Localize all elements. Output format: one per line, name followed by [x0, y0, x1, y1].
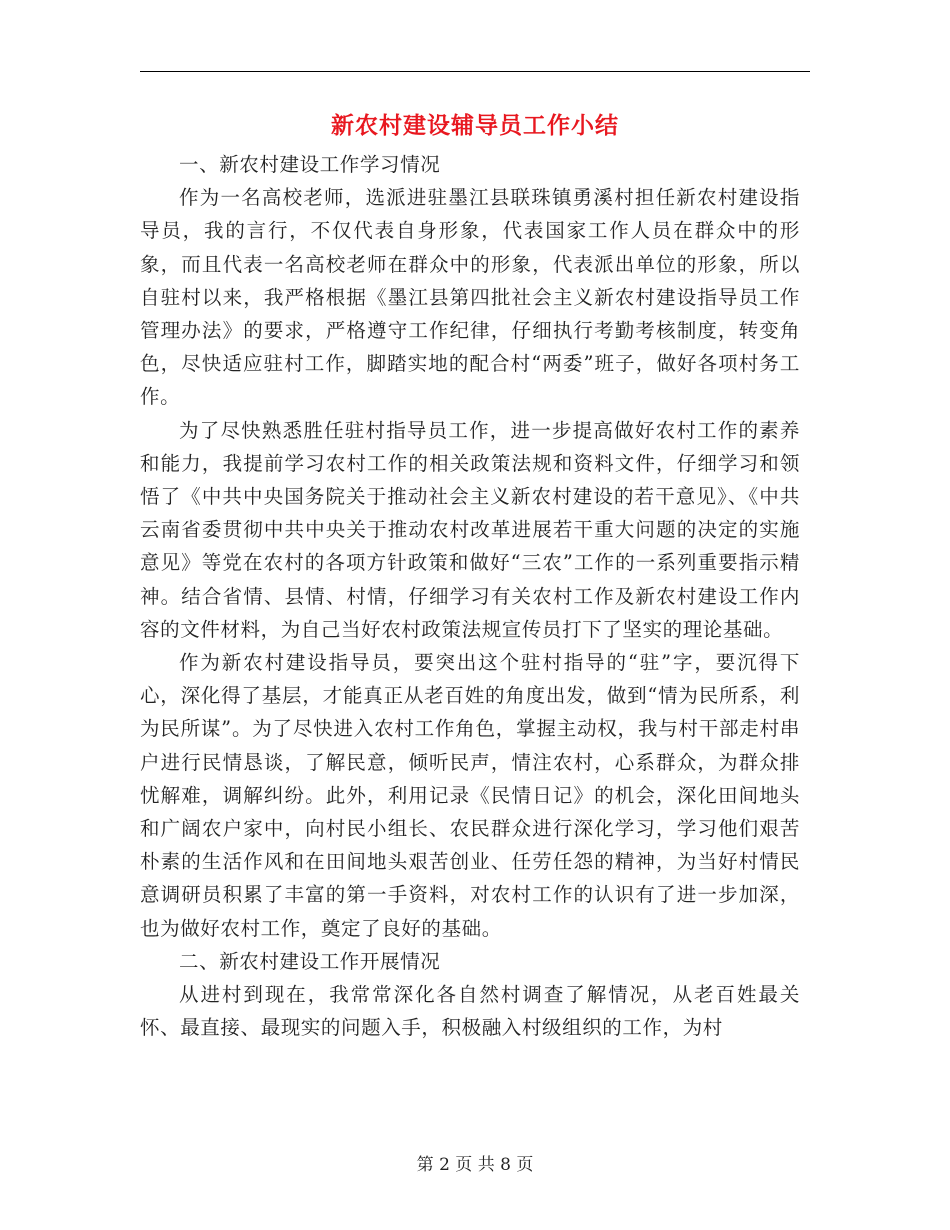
paragraph: 从进村到现在，我常常深化各自然村调查了解情况，从老百姓最关怀、最直接、最现实的问题入手，积极融入村级组织的工作，为村	[140, 983, 800, 1040]
section-heading-1: 一、新农村建设工作学习情况	[179, 153, 441, 176]
document-title: 新农村建设辅导员工作小结	[331, 112, 619, 139]
page-footer	[0, 1153, 950, 1177]
paragraph: 作为新农村建设指导员，要突出这个驻村指导的“驻”字，要沉得下心，深化得了基层，才能真正从老百姓的角度出发，做到“情为民所系，利为民所谋”。为了尽快进入农村工作角色，掌握主动权，我与村干部走村串户进行民情恳谈，了解民意，倾听民声，情注农村，心系群众，为群众排忧解难，调解纠纷。此外，利用记录《民情日记》的机会，深化田间地头和广阔农户家中，向村民小组长、农民群众进行深化学习，学习他们艰苦朴素的生活作风和在田间地头艰苦创业、任劳任怨的精神，为当好村情民意调研员积累了丰富的第一手资料，对农村工作的认识有了进一步加深，也为做好农村工作，奠定了良好的基础。	[140, 651, 800, 940]
paragraph: 作为一名高校老师，选派进驻墨江县联珠镇勇溪村担任新农村建设指导员，我的言行，不仅代表自身形象，代表国家工作人员在群众中的形象，而且代表一名高校老师在群众中的形象，代表派出单位的形象，所以自驻村以来，我严格根据《墨江县第四批社会主义新农村建设指导员工作管理办法》的要求，严格遵守工作纪律，仔细执行考勤考核制度，转变角色，尽快适应驻村工作，脚踏实地的配合村“两委”班子，做好各项村务工作。	[140, 186, 800, 409]
footer-prefix: 第	[416, 1155, 434, 1175]
header-rule	[140, 71, 810, 72]
document-body	[140, 148, 800, 1044]
footer-current-page: 2	[439, 1155, 450, 1175]
footer-page-word: 页	[455, 1155, 473, 1175]
section-heading-2: 二、新农村建设工作开展情况	[179, 949, 441, 973]
footer-suffix: 页	[516, 1155, 534, 1175]
footer-total-pages: 8	[500, 1155, 511, 1175]
footer-total-word: 共	[477, 1155, 495, 1175]
paragraph: 为了尽快熟悉胜任驻村指导员工作，进一步提高做好农村工作的素养和能力，我提前学习农村工作的相关政策法规和资料文件，仔细学习和领悟了《中共中央国务院关于推动社会主义新农村建设的若干意见》、《中共云南省委贯彻中共中央关于推动农村改革进展若干重大问题的决定的实施意见》等党在农村的各项方针政策和做好“三农”工作的一系列重要指示精神。结合省情、县情、村情，仔细学习有关农村工作及新农村建设工作内容的文件材料，为自己当好农村政策法规宣传员打下了坚实的理论基础。	[140, 418, 800, 641]
